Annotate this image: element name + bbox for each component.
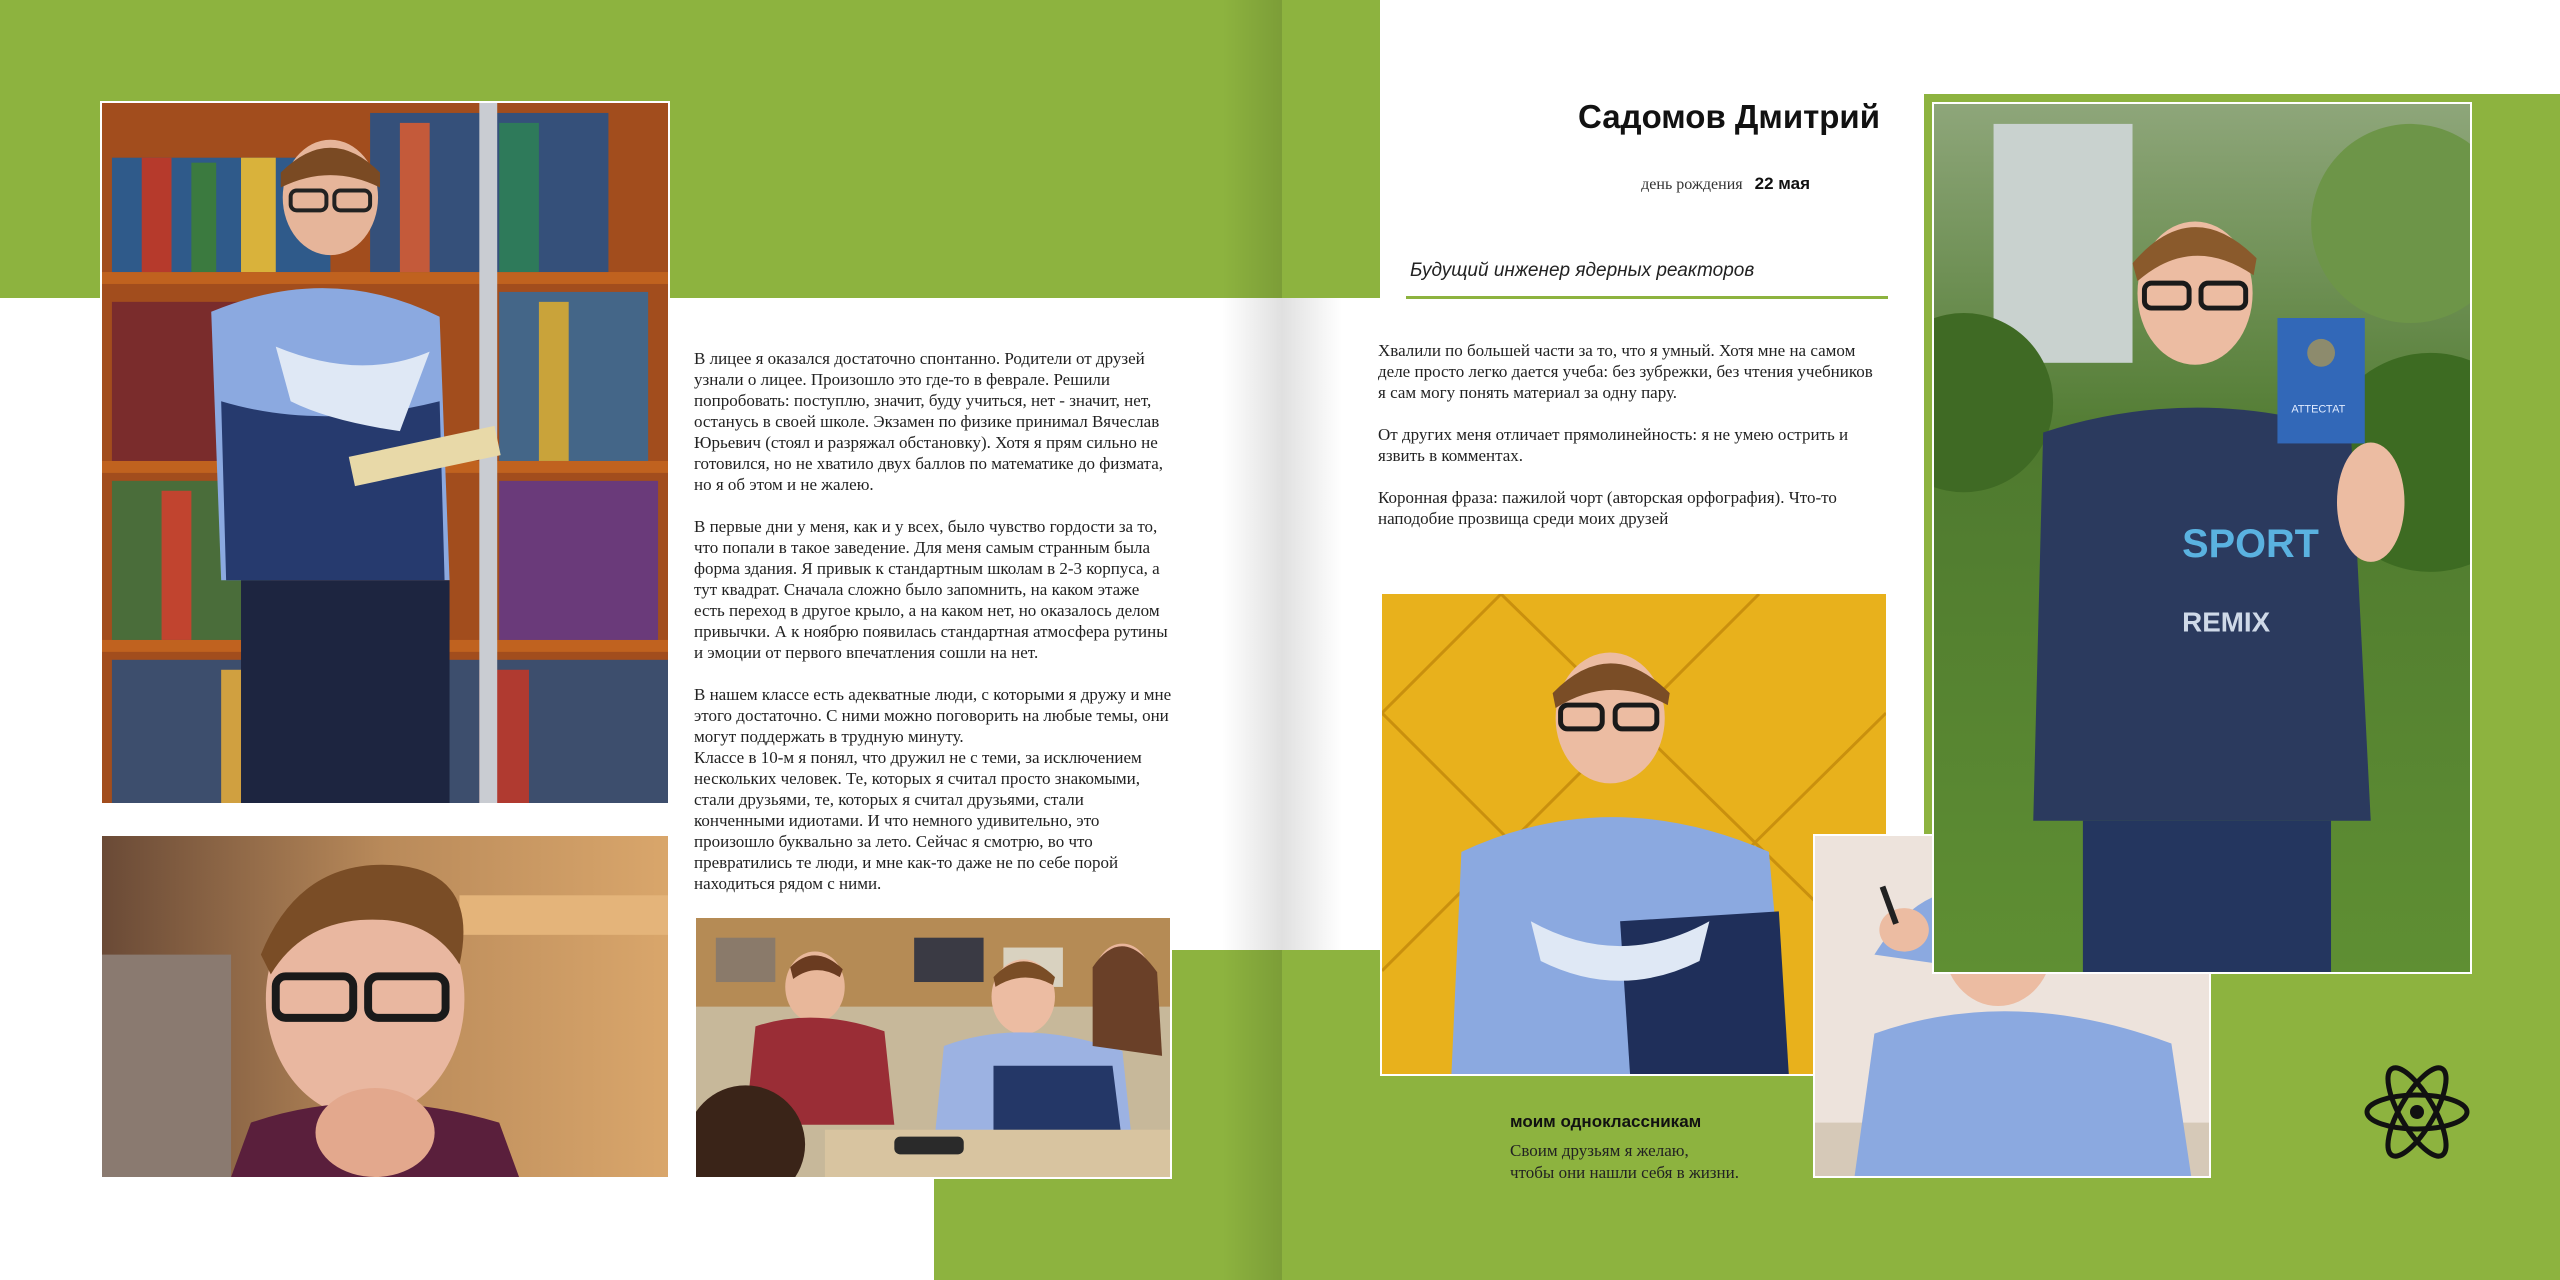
left-paragraph-2: В первые дни у меня, как и у всех, было чувство гордости за то, что попали в такое заведение. Для меня самым странным была форма здания. Я привык к стандартным школам в 2-3 корпуса, а тут квадрат. Сначала сложно было запомнить, на каком этаже есть переход в другое крыло, а на каком нет, но оказалось делом привычки. А к ноябрю появилась стандартная атмосфера рутины и эмоции от первого впечатления сошли на нет.	[694, 517, 1168, 662]
photo-certificate	[1932, 102, 2472, 974]
photo-library	[100, 101, 670, 805]
left-paragraph-3: В нашем классе есть адекватные люди, с которыми я дружу и мне этого достаточно. С ними можно поговорить на любые темы, они могут поддержать в трудную минуту. Классе в 10-м я понял, что дружил не с теми, за исключением нескольких человек. Те, которых я считал просто знакомыми, стали друзьями, те, которых я считал друзьями, стали конченными идиотами. И что немного удивительно, это произошло буквально за лето. Сейчас я смотрю, во что превратились те люди, и мне как-то даже не по себе порой находиться рядом с ними.	[694, 685, 1172, 893]
atom-icon	[2362, 1062, 2472, 1162]
classmates-line-1: Своим друзьям я желаю,	[1510, 1141, 1689, 1160]
classmates-line-2: чтобы они нашли себя в жизни.	[1510, 1163, 1739, 1182]
right-paragraph-1: Хвалили по большей части за то, что я умный. Хотя мне на самом деле просто легко дается учеба: без зубрежки, без чтения учебников я сам могу понять материал за одну пару.	[1378, 341, 1873, 402]
birthday	[1560, 174, 1810, 194]
profession-underline	[1406, 296, 1888, 299]
spine-shadow-left	[1222, 0, 1282, 1280]
right-paragraph-3: Коронная фраза: пажилой чорт (авторская орфография). Что-то наподобие прозвища среди моих друзей	[1378, 488, 1837, 528]
photo-thinking-portrait	[100, 834, 670, 1179]
right-top-left-green-block	[1282, 0, 1380, 298]
birthday-label: день рождения	[1641, 176, 1743, 193]
left-body-text	[694, 348, 1174, 915]
photo-yellow-wall	[1380, 592, 1888, 1076]
classmates-title: моим одноклассникам	[1510, 1112, 1702, 1131]
right-body-text	[1378, 340, 1883, 550]
shirt-print: SPORT	[2182, 521, 2319, 566]
right-paragraph-2: От других меня отличает прямолинейность: я не умею острить и язвить в комментах.	[1378, 425, 1849, 465]
certificate-label: АТТЕСТАТ	[2291, 403, 2346, 416]
left-paragraph-1: В лицее я оказался достаточно спонтанно. Родители от друзей узнали о лицее. Произошло это где-то в феврале. Решили попробовать: поступлю, значит, буду учиться, нет - значит, нет, останусь в своей школе. Экзамен по физике принимал Вячеслав Юрьевич (стоял и разряжал обстановку). Хотя я прям сильно не готовился, но не хватило двух баллов по математике до физмата, но я об этом и не жалею.	[694, 349, 1163, 494]
shirt-print-2: REMIX	[2182, 606, 2271, 638]
birthday-value: 22 мая	[1754, 174, 1810, 193]
classmates-text	[1510, 1140, 1739, 1184]
student-name: Садомов Дмитрий	[1578, 98, 1880, 135]
photo-classroom	[694, 916, 1172, 1179]
future-profession: Будущий инженер ядерных реакторов	[1410, 260, 1755, 281]
